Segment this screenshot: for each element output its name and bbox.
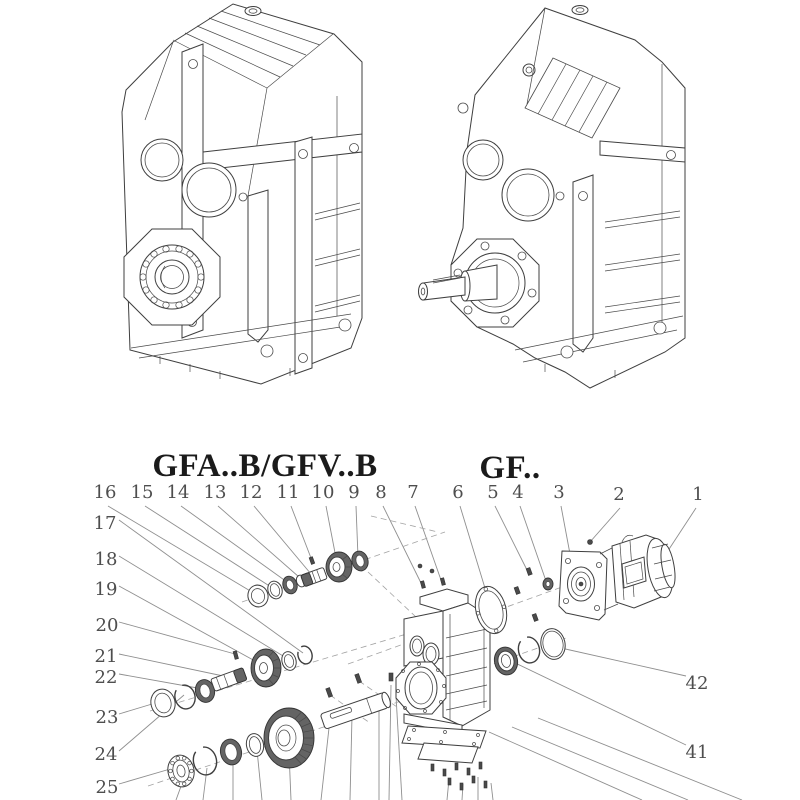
shaft-bolts: [326, 674, 362, 698]
callout-11: 11: [276, 482, 300, 503]
exploded-parts-diagram: [0, 480, 800, 800]
input-shaft-parts: [245, 549, 370, 609]
output-shaft: [320, 691, 392, 729]
callout-20: 20: [95, 615, 119, 636]
callout-3: 3: [553, 482, 565, 503]
callout-16: 16: [93, 482, 117, 503]
callout-12: 12: [239, 482, 263, 503]
output-bearing-and-rings: [492, 626, 568, 677]
intermediate-pinion: [211, 668, 247, 692]
callout-13: 13: [203, 482, 227, 503]
callout-6: 6: [452, 482, 464, 503]
output-bearing: [124, 229, 220, 325]
callout-25: 25: [95, 777, 119, 798]
callout-4: 4: [512, 482, 524, 503]
callout-15: 15: [130, 482, 154, 503]
callout-22: 22: [94, 667, 118, 688]
callout-18: 18: [94, 549, 118, 570]
callout-5: 5: [487, 482, 499, 503]
oil-pan-gasket: [402, 726, 487, 790]
callout-7: 7: [407, 482, 419, 503]
callout-8: 8: [375, 482, 387, 503]
gearbox-line-drawing-hollow-shaft: [115, 0, 395, 400]
callout-23: 23: [95, 707, 119, 728]
callout-9: 9: [348, 482, 360, 503]
callout-41: 41: [685, 742, 709, 763]
model-label-gfab-gfvb: GFA..B/GFV..B: [152, 448, 378, 484]
callout-2: 2: [613, 484, 625, 505]
callout-24: 24: [94, 744, 118, 765]
housing-silhouette: [451, 6, 685, 389]
set-screw: [309, 557, 315, 565]
input-pinion: [301, 567, 328, 586]
callout-21: 21: [94, 646, 118, 667]
pan-bolts: [431, 762, 487, 790]
callout-19: 19: [94, 579, 118, 600]
callout-14: 14: [166, 482, 190, 503]
motor: [559, 535, 678, 620]
callout-1: 1: [692, 484, 704, 505]
model-label-gf: GF..: [479, 450, 541, 486]
callout-10: 10: [311, 482, 335, 503]
callout-42: 42: [685, 673, 709, 694]
gear-housing: [389, 578, 490, 734]
callout-17: 17: [93, 513, 117, 534]
gearbox-line-drawing-solid-shaft: [415, 0, 705, 400]
